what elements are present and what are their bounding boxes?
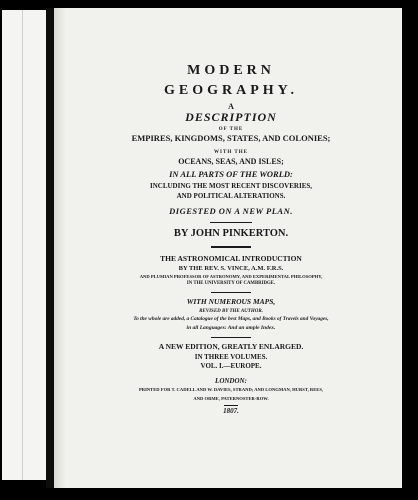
page-fold (22, 10, 23, 480)
lower-rule (211, 337, 251, 338)
edition-line: A NEW EDITION, GREATLY ENLARGED. (158, 342, 304, 351)
volumes-line: IN THREE VOLUMES. (194, 353, 268, 361)
digested-line: DIGESTED ON A NEW PLAN. (169, 206, 293, 216)
empires-line: EMPIRES, KINGDOMS, STATES, AND COLONIES; (131, 133, 331, 143)
facing-page-edge (2, 10, 46, 480)
year-rule (224, 405, 238, 406)
revised-line: REVISED BY THE AUTHOR. (199, 309, 263, 314)
cambridge-line: IN THE UNIVERSITY OF CAMBRIDGE. (186, 281, 276, 286)
printed-line-2: AND ORME, PATERNOSTER-ROW. (193, 396, 269, 401)
title-page (54, 8, 402, 488)
catalogue-line-2: in all Languages: And an ample Index. (186, 325, 276, 331)
title-line-2: GEOGRAPHY. (164, 83, 298, 98)
plumian-line: AND PLUMIAN PROFESSOR OF ASTRONOMY, AND EXPERIMENTAL PHILOSOPHY, (139, 274, 323, 279)
catalogue-line-1: To the whole are added, a Catalogue of the best Maps, and Books of Travels and Voyages, (133, 316, 329, 322)
with-the: WITH THE (214, 150, 248, 155)
oceans-line: OCEANS, SEAS, AND ISLES; (178, 157, 284, 166)
including-line: INCLUDING THE MOST RECENT DISCOVERIES, (149, 182, 312, 190)
london-line: LONDON: (215, 377, 247, 385)
title-line-1: MODERN (187, 63, 275, 78)
article-a: A (228, 102, 234, 111)
volume-one-line: VOL. I.—EUROPE. (200, 362, 262, 370)
printed-line-1: PRINTED FOR T. CADELL AND W. DAVIES, STRAND; AND LONGMAN, HURST, REES, (138, 387, 324, 392)
page-shadow (54, 8, 66, 488)
vince-line: BY THE REV. S. VINCE, A.M. F.R.S. (178, 265, 284, 272)
year-line: 1807. (223, 407, 239, 415)
astronomical-line: THE ASTRONOMICAL INTRODUCTION (160, 254, 302, 263)
thick-rule (211, 246, 251, 248)
short-rule (210, 222, 252, 223)
maps-line: WITH NUMEROUS MAPS, (186, 297, 276, 306)
all-parts-line: IN ALL PARTS OF THE WORLD: (169, 169, 293, 179)
of-the: OF THE (218, 127, 244, 132)
book-gutter (46, 8, 54, 488)
mid-rule (211, 292, 251, 293)
political-line: AND POLITICAL ALTERATIONS. (176, 192, 286, 200)
subtitle-description: DESCRIPTION (185, 110, 277, 124)
author-line: BY JOHN PINKERTON. (173, 228, 289, 239)
